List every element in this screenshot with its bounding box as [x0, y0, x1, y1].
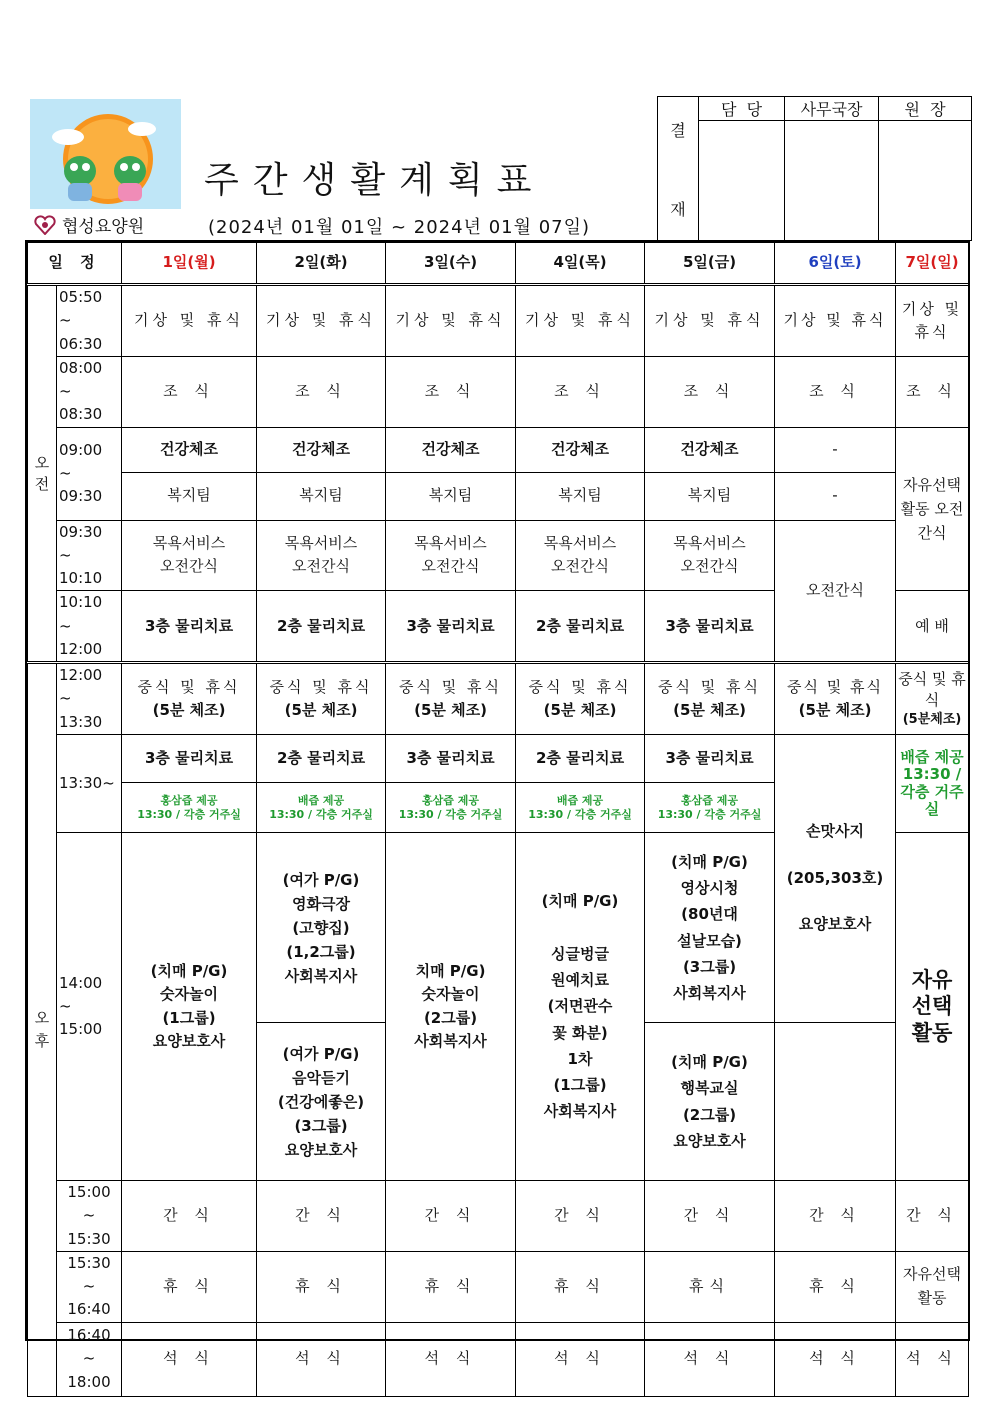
- approval-side: 결 재: [658, 97, 699, 241]
- snack-sat: 간 식: [775, 1181, 896, 1252]
- day-mon: 1일(월): [122, 243, 257, 285]
- header-row: [28, 243, 969, 285]
- breakfast-tue: 조 식: [257, 356, 386, 427]
- rest-thu: 휴 식: [516, 1251, 645, 1322]
- exercise-mon: 건강체조: [122, 427, 257, 472]
- pt-tue: 2층 물리치료: [257, 591, 386, 663]
- dinner-thu: 석 식: [516, 1322, 645, 1396]
- juice-sun: 배즙 제공 13:30 / 각층 거주실: [896, 735, 969, 833]
- rest-wed: 휴 식: [386, 1251, 516, 1322]
- breakfast-fri: 조 식: [645, 356, 775, 427]
- dinner-sun: 석 식: [896, 1322, 969, 1396]
- exercise-wed: 건강체조: [386, 427, 516, 472]
- time-slot: 09:30 ~ 10:10: [57, 520, 122, 591]
- snack-wed: 간 식: [386, 1181, 516, 1252]
- snack-fri: 간 식: [645, 1181, 775, 1252]
- approval-role-secretary: 사무국장: [785, 97, 879, 121]
- day-thu: 4일(목): [516, 243, 645, 285]
- exercise-sat: -: [775, 427, 896, 472]
- exercise-fri: 건강체조: [645, 427, 775, 472]
- corner-label: 일 정: [28, 243, 122, 285]
- program-fri-a: (치매 P/G) 영상시청 (80년대 설날모습) (3그룹) 사회복지사: [645, 833, 775, 1023]
- dinner-wed: 석 식: [386, 1322, 516, 1396]
- time-slot: 16:40 ~ 18:00: [57, 1322, 122, 1396]
- snack-thu: 간 식: [516, 1181, 645, 1252]
- dinner-fri: 석 식: [645, 1322, 775, 1396]
- program-fri-b: (치매 P/G) 행복교실 (2그룹) 요양보호사: [645, 1023, 775, 1181]
- time-slot: 14:00 ~ 15:00: [57, 833, 122, 1181]
- dinner-mon: 석 식: [122, 1322, 257, 1396]
- approval-box: [657, 96, 972, 241]
- lunch-thu: 중식 및 휴식 (5분 체조): [516, 663, 645, 735]
- snack-tue: 간 식: [257, 1181, 386, 1252]
- am-label: 오전: [28, 285, 57, 663]
- pt-pm-mon: 3층 물리치료: [122, 735, 257, 783]
- juice-mon: 홍삼즙 제공 13:30 / 각층 거주실: [122, 783, 257, 833]
- approval-role-director: 원 장: [879, 97, 972, 121]
- free-pm-sun: 자유선택 활동: [896, 1251, 969, 1322]
- time-slot: 12:00 ~ 13:30: [57, 663, 122, 735]
- logo-illustration: [30, 99, 181, 209]
- wake-fri: 기상 및 휴식: [645, 285, 775, 357]
- heart-logo-icon: [34, 215, 56, 235]
- pt-wed: 3층 물리치료: [386, 591, 516, 663]
- sign-director[interactable]: [879, 121, 972, 241]
- breakfast-thu: 조 식: [516, 356, 645, 427]
- snack-sun: 간 식: [896, 1181, 969, 1252]
- lunch-sun: 중식 및 휴식 (5분체조): [896, 663, 969, 735]
- rest-tue: 휴 식: [257, 1251, 386, 1322]
- approval-role-manager: 담 당: [699, 97, 785, 121]
- welfare-fri: 복지팀: [645, 472, 775, 520]
- bath-mon: 목욕서비스 오전간식: [122, 520, 257, 591]
- wake-wed: 기상 및 휴식: [386, 285, 516, 357]
- org-name: [34, 212, 144, 237]
- program-thu: (치매 P/G) 싱글벙글 원예치료 (저면관수 꽃 화분) 1차 (1그룹) 사회복지사: [516, 833, 645, 1181]
- page-title: 주간생활계획표: [204, 160, 546, 201]
- bath-fri: 목욕서비스 오전간식: [645, 520, 775, 591]
- welfare-tue: 복지팀: [257, 472, 386, 520]
- welfare-sat: -: [775, 472, 896, 520]
- time-slot: 13:30~: [57, 735, 122, 833]
- time-slot: 15:30 ~ 16:40: [57, 1251, 122, 1322]
- juice-fri: 홍삼즙 제공 13:30 / 각층 거주실: [645, 783, 775, 833]
- sign-secretary[interactable]: [785, 121, 879, 241]
- time-slot: 05:50 ~ 06:30: [57, 285, 122, 357]
- am-snack-sat: 오전간식: [775, 520, 896, 663]
- time-slot: 15:00 ~ 15:30: [57, 1181, 122, 1252]
- program-wed: 치매 P/G) 숫자놀이 (2그룹) 사회복지사: [386, 833, 516, 1181]
- time-slot: 09:00 ~ 09:30: [57, 427, 122, 520]
- welfare-mon: 복지팀: [122, 472, 257, 520]
- wake-thu: 기상 및 휴식: [516, 285, 645, 357]
- lunch-wed: 중식 및 휴식 (5분 체조): [386, 663, 516, 735]
- exercise-thu: 건강체조: [516, 427, 645, 472]
- dinner-tue: 석 식: [257, 1322, 386, 1396]
- day-sun: 7일(일): [896, 243, 969, 285]
- bath-tue: 목욕서비스 오전간식: [257, 520, 386, 591]
- program-sat: 손맛사지 (205,303호) 요양보호사: [775, 735, 896, 1023]
- lunch-fri: 중식 및 휴식 (5분 체조): [645, 663, 775, 735]
- juice-wed: 홍삼즙 제공 13:30 / 각층 거주실: [386, 783, 516, 833]
- juice-thu: 배즙 제공 13:30 / 각층 거주실: [516, 783, 645, 833]
- program-tue-a: (여가 P/G) 영화극장 (고향집) (1,2그룹) 사회복지사: [257, 833, 386, 1023]
- bath-wed: 목욕서비스 오전간식: [386, 520, 516, 591]
- period: (2024년 01월 01일 ~ 2024년 01월 07일): [208, 217, 591, 238]
- rest-mon: 휴 식: [122, 1251, 257, 1322]
- rest-fri: 휴식: [645, 1251, 775, 1322]
- wake-sat: 기상 및 휴식: [775, 285, 896, 357]
- day-tue: 2일(화): [257, 243, 386, 285]
- wake-tue: 기상 및 휴식: [257, 285, 386, 357]
- lunch-mon: 중식 및 휴식 (5분 체조): [122, 663, 257, 735]
- schedule-table: [25, 240, 970, 1391]
- sign-manager[interactable]: [699, 121, 785, 241]
- worship-sun: 예 배: [896, 591, 969, 663]
- free-am-sun: 자유선택 활동 오전간식: [896, 427, 969, 591]
- bath-thu: 목욕서비스 오전간식: [516, 520, 645, 591]
- welfare-wed: 복지팀: [386, 472, 516, 520]
- pm-label: 오후: [28, 663, 57, 1397]
- wake-mon: 기상 및 휴식: [122, 285, 257, 357]
- lunch-sat: 중식 및 휴식 (5분 체조): [775, 663, 896, 735]
- juice-tue: 배즙 제공 13:30 / 각층 거주실: [257, 783, 386, 833]
- time-slot: 08:00 ~ 08:30: [57, 356, 122, 427]
- pt-pm-thu: 2층 물리치료: [516, 735, 645, 783]
- program-mon: (치매 P/G) 숫자놀이 (1그룹) 요양보호사: [122, 833, 257, 1181]
- day-sat: 6일(토): [775, 243, 896, 285]
- time-slot: 10:10 ~ 12:00: [57, 591, 122, 663]
- pt-thu: 2층 물리치료: [516, 591, 645, 663]
- breakfast-sun: 조 식: [896, 356, 969, 427]
- pt-fri: 3층 물리치료: [645, 591, 775, 663]
- snack-mon: 간 식: [122, 1181, 257, 1252]
- day-wed: 3일(수): [386, 243, 516, 285]
- breakfast-mon: 조 식: [122, 356, 257, 427]
- welfare-thu: 복지팀: [516, 472, 645, 520]
- program-sun: 자유 선택 활동: [896, 833, 969, 1181]
- rest-sat: 휴 식: [775, 1251, 896, 1322]
- breakfast-sat: 조 식: [775, 356, 896, 427]
- pt-pm-tue: 2층 물리치료: [257, 735, 386, 783]
- program-tue-b: (여가 P/G) 음악듣기 (건강에좋은) (3그룹) 요양보호사: [257, 1023, 386, 1181]
- pt-pm-wed: 3층 물리치료: [386, 735, 516, 783]
- exercise-tue: 건강체조: [257, 427, 386, 472]
- pt-mon: 3층 물리치료: [122, 591, 257, 663]
- wake-sun: 기상 및 휴식: [896, 285, 969, 357]
- dinner-sat: 석 식: [775, 1322, 896, 1396]
- breakfast-wed: 조 식: [386, 356, 516, 427]
- pt-pm-fri: 3층 물리치료: [645, 735, 775, 783]
- lunch-tue: 중식 및 휴식 (5분 체조): [257, 663, 386, 735]
- org-name-text: 협성요양원: [62, 217, 145, 237]
- day-fri: 5일(금): [645, 243, 775, 285]
